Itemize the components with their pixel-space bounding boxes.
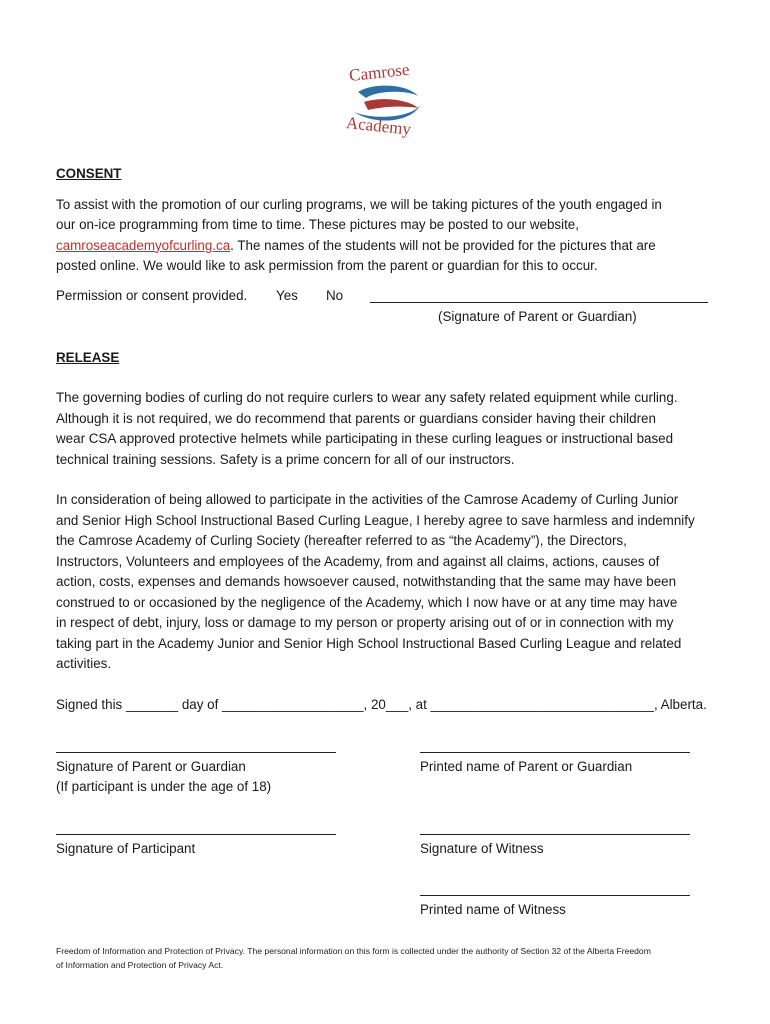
privacy-footer [56,944,716,972]
permission-yes-option[interactable]: Yes [276,288,298,303]
consent-line-3-text: . The names of the students will not be provided for the pictures that are [230,237,656,253]
consent-line-1: To assist with the promotion of our curling programs, we will be taking pictures of the youth engaged in [56,196,662,212]
permission-label: Permission or consent provided. [56,288,248,303]
release-p2-line: In consideration of being allowed to participate in the activities of the Camrose Academy of Curling Junior [56,492,679,507]
release-p1-line: The governing bodies of curling do not require curlers to wear any safety related equipment while curling. [56,390,678,405]
logo-text-bottom: Academy [345,113,412,139]
consent-signature-line[interactable] [370,302,708,303]
website-link[interactable]: camroseacademyofcurling.ca [56,237,231,253]
witness-printed-name-label: Printed name of Witness [420,902,566,917]
release-p1-line: wear CSA approved protective helmets while participating in these curling leagues or instructional based [56,431,674,446]
witness-signature-label: Signature of Witness [420,841,544,856]
logo-graphic [338,56,434,140]
witness-printed-name-line[interactable] [420,895,690,896]
release-p2-line: activities. [56,656,112,671]
consent-line-3 [56,236,716,257]
participant-signature-line[interactable] [56,834,336,835]
logo-text-top: Camrose [348,59,411,85]
logo-swoosh-top [358,86,418,98]
witness-signature-line[interactable] [420,834,690,835]
footer-line-1: Freedom of Information and Protection of Privacy. The personal information on this form is collected under the authority of Section 32 of the Alberta Freedom [56,946,651,956]
release-p2-line: construed to or occasioned by the negligence of the Academy, which I now have or at any time may have [56,594,678,610]
release-paragraph-1 [56,388,716,470]
release-p2-line: in respect of debt, injury, loss or damage to my person or property arising out of or in connection with my [56,615,674,630]
participant-signature-label: Signature of Participant [56,841,196,856]
consent-line-2: our on-ice programming from time to time. These pictures may be posted to our website, [56,217,579,232]
consent-section [56,164,716,277]
release-p2-line: action, costs, expenses and demands howsoever caused, notwithstanding that the same may have been [56,574,677,589]
permission-no-option[interactable]: No [326,288,344,303]
release-p2-line: Instructors, Volunteers and employees of the Academy, from and against all claims, actions, causes of [56,553,660,569]
parent-printed-name-line[interactable] [420,752,690,753]
parent-signature-label: Signature of Parent or Guardian [56,759,246,774]
signed-this-line[interactable]: Signed this _______ day of ___________________, 20___, at ______________________________, Alberta. [56,697,707,712]
footer-line-2: of Information and Protection of Privacy Act. [56,960,224,970]
parent-printed-name-label: Printed name of Parent or Guardian [420,759,633,774]
release-p2-line: the Camrose Academy of Curling Society (hereafter referred to as “the Academy”), the Directors, [56,533,627,548]
release-p1-line: technical training sessions. Safety is a prime concern for all of our instructors. [56,451,515,467]
release-heading: RELEASE [56,350,120,365]
consent-signature-caption: (Signature of Parent or Guardian) [438,309,637,324]
release-p2-line: and Senior High School Instructional Based Curling League, I hereby agree to save harmless and indemnify [56,512,695,528]
consent-line-4: posted online. We would like to ask permission from the parent or guardian for this to occur. [56,258,598,273]
parent-signature-line[interactable] [56,752,336,753]
release-p1-line: Although it is not required, we do recommend that parents or guardians consider having their children [56,410,656,426]
parent-signature-note: (If participant is under the age of 18) [56,779,272,794]
logo-swoosh-mid [364,99,418,110]
consent-heading: CONSENT [56,166,122,181]
release-p2-line: taking part in the Academy Junior and Senior High School Instructional Based Curling League and related [56,635,682,651]
release-paragraph-2 [56,490,716,675]
camrose-academy-logo [338,56,434,140]
